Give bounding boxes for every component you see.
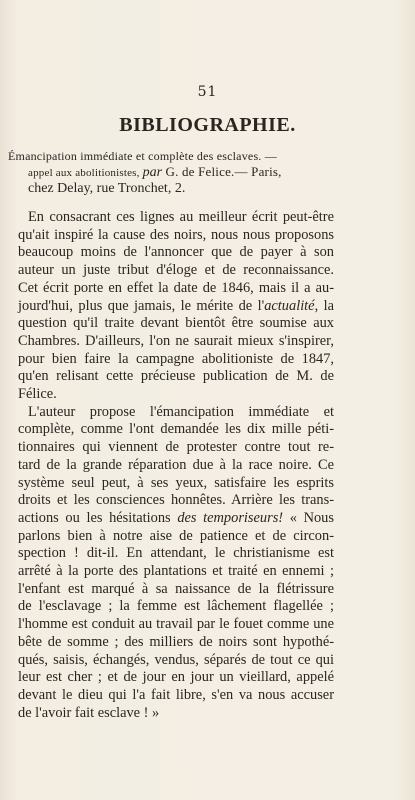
citation-by: par — [142, 165, 163, 180]
text-line: auteur un juste tribut d'éloge et de reconnaissance. — [18, 262, 334, 279]
text-line: pour bien faire la campagne abolitioniste de 1847, — [18, 350, 334, 367]
italic-term: des temporiseurs! — [177, 509, 284, 526]
text-line: qu'en relisant cette précieuse publication de M. de — [18, 368, 334, 385]
text-line: l'homme est conduit au travail par le fouet comme une — [18, 616, 334, 633]
text-line: système seul peut, à ses yeux, satisfaire les esprits — [18, 474, 334, 491]
text-line: spection ! dit-il. En attendant, le christianisme est — [18, 545, 334, 562]
text-line: tard de la grande réparation due à la race noire. Ce — [18, 456, 334, 473]
page-number: 51 — [197, 84, 218, 100]
text-line: complète, comme l'ont demandée les dix mille péti- — [18, 421, 334, 438]
citation-publisher-line: chez Delay, rue Tronchet, 2. — [28, 181, 186, 196]
citation-title-line: Émancipation immédiate et complète des esclaves. — — [8, 149, 277, 163]
citation-author: G. de Felice.— Paris, — [162, 164, 282, 179]
text-line: de l'esclavage ; la femme est lâchement flagellée ; — [18, 598, 334, 615]
text-line: leur est cher ; et de jour en jour un vieillard, appelé — [18, 669, 334, 686]
text-fragment: , la — [314, 297, 334, 314]
text-line: arrêté à la porte des plantations et traité en ennemi ; — [18, 563, 334, 580]
text-line: de l'avoir fait esclave ! » — [18, 704, 160, 721]
review-text — [18, 209, 334, 722]
section-heading: BIBLIOGRAPHIE. — [119, 114, 296, 136]
text-line: question qu'il traite devant bientôt être soumise aux — [18, 315, 334, 332]
text-line: parlons bien à notre aise de patience et de circon- — [18, 527, 334, 544]
text-line: Chambres. D'ailleurs, l'on ne saurait mieux s'inspirer, — [18, 332, 334, 349]
citation-subtitle: appel aux abolitionistes, — [28, 167, 143, 179]
text-line: droits et les consciences honnêtes. Arrière les trans- — [18, 492, 334, 509]
text-line: Cet écrit porte en effet la date de 1846, mais il a au- — [18, 279, 334, 296]
text-line: l'enfant est marqué à sa naissance de la flétrissure — [18, 580, 334, 597]
text-line: tionnaires qui viennent de protester contre tout re- — [18, 439, 334, 456]
text-line — [18, 298, 334, 316]
text-fragment: « Nous — [283, 509, 334, 526]
citation-author-line — [8, 164, 328, 181]
text-line: qu'ait inspiré la cause des noirs, nous nous proposons — [18, 226, 334, 243]
text-line: bête de somme ; des milliers de noirs sont hypothé- — [18, 633, 334, 650]
text-line: qués, saisis, échangés, vendus, séparés de tout ce qui — [18, 651, 334, 668]
book-citation — [8, 148, 328, 197]
text-line: En consacrant ces lignes au meilleur écrit peut-être — [28, 209, 334, 225]
text-line: L'auteur propose l'émancipation immédiate et — [28, 403, 334, 420]
text-fragment: jourd'hui, plus que jamais, le mérite de l' — [18, 297, 265, 314]
italic-term: actualité — [264, 297, 315, 314]
text-line: Félice. — [18, 386, 57, 403]
text-line: beaucoup moins de l'annoncer que de payer à son — [18, 244, 334, 261]
text-line — [18, 510, 334, 528]
text-line: devant le dieu qui l'a fait libre, s'en va nous accuser — [18, 686, 334, 703]
text-fragment: actions ou les hésitations — [18, 509, 178, 526]
